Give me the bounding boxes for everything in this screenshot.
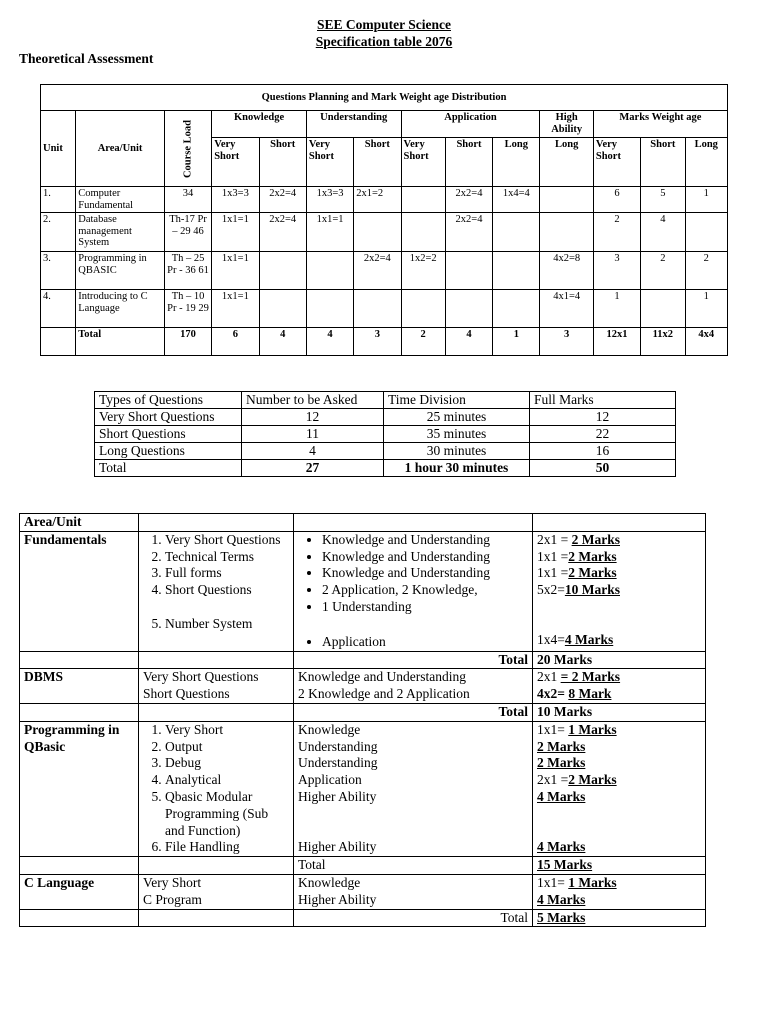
group-high-ability: High Ability xyxy=(540,111,593,138)
list-item: Understanding xyxy=(298,755,378,771)
mark-value: 2 Marks xyxy=(537,755,586,771)
mark-value: 4 Marks xyxy=(537,838,586,854)
cell: 22 xyxy=(530,426,676,443)
cell xyxy=(354,213,401,252)
list-item: 4. Short Questions xyxy=(165,582,289,599)
cell xyxy=(493,290,540,328)
cell: 3. xyxy=(41,252,76,290)
cell xyxy=(533,721,706,856)
cell xyxy=(641,290,685,328)
cell: 2x1=2 xyxy=(354,187,401,213)
cell: 4. xyxy=(41,290,76,328)
cell: 2. xyxy=(41,213,76,252)
cell xyxy=(294,531,533,651)
table-row xyxy=(41,290,728,328)
total-row xyxy=(41,328,728,356)
cell: 1x1=1 xyxy=(212,290,259,328)
list-item: • Knowledge and Understanding xyxy=(322,532,528,549)
cell: 2x2=4 xyxy=(354,252,401,290)
cell xyxy=(294,514,533,532)
cell: Very Short Questions xyxy=(95,409,242,426)
cell: 2x2=4 xyxy=(445,187,492,213)
sub-short: Short xyxy=(445,138,492,187)
total-value: 15 Marks xyxy=(533,857,706,875)
cell xyxy=(493,252,540,290)
cell xyxy=(306,290,353,328)
list-item: 2. Output xyxy=(165,739,289,756)
cell xyxy=(533,874,706,909)
table-row xyxy=(41,213,728,252)
header-cell: Types of Questions xyxy=(95,392,242,409)
total-row xyxy=(20,651,706,669)
cell xyxy=(401,187,445,213)
list-item: • Knowledge and Understanding xyxy=(322,565,528,582)
list-item: • 1 Understanding xyxy=(322,599,528,616)
cell xyxy=(294,669,533,704)
cell: 3 xyxy=(354,328,401,356)
cell xyxy=(139,703,294,721)
mark-value: 2 Marks xyxy=(568,548,617,564)
area-label: C Language xyxy=(20,874,139,909)
cell xyxy=(533,514,706,532)
sub-long: Long xyxy=(685,138,728,187)
cell xyxy=(445,252,492,290)
specification-table xyxy=(40,84,728,356)
table-row xyxy=(20,721,706,856)
cell xyxy=(20,703,139,721)
list-item: Knowledge and Understanding xyxy=(298,669,466,685)
group-knowledge: Knowledge xyxy=(212,111,307,138)
total-row xyxy=(95,460,676,477)
cell: 3 xyxy=(593,252,640,290)
sub-long: Long xyxy=(540,138,593,187)
cell: 1 xyxy=(685,187,728,213)
cell: 1x1=1 xyxy=(212,213,259,252)
cell: 27 xyxy=(242,460,384,477)
list-item: Very Short xyxy=(143,874,202,890)
cell: 11 xyxy=(242,426,384,443)
cell xyxy=(139,909,294,927)
cell: Th-17 Pr – 29 46 xyxy=(164,213,211,252)
total-row xyxy=(20,857,706,875)
sub-very-short: Very Short xyxy=(401,138,445,187)
cell: 2x2=4 xyxy=(259,187,306,213)
header-cell: Time Division xyxy=(384,392,530,409)
mark-value: 10 Marks xyxy=(564,582,620,598)
cell: Computer Fundamental xyxy=(76,187,165,213)
cell: 12 xyxy=(242,409,384,426)
doc-subtitle: Specification table 2076 xyxy=(315,34,453,49)
area-detail-table xyxy=(19,513,706,927)
mark-value: 4 Marks xyxy=(537,788,586,804)
cell xyxy=(139,721,294,856)
list-item: 1. Very Short Questions xyxy=(165,532,289,549)
header-cell: Full Marks xyxy=(530,392,676,409)
cell: 6 xyxy=(212,328,259,356)
cell: 1x2=2 xyxy=(401,252,445,290)
list-item: Short Questions xyxy=(143,686,230,702)
cell xyxy=(401,213,445,252)
cell xyxy=(139,669,294,704)
total-label: Total xyxy=(76,328,165,356)
cell: 16 xyxy=(530,443,676,460)
list-item: C Program xyxy=(143,891,202,907)
header-cell: Number to be Asked xyxy=(242,392,384,409)
cell: Short Questions xyxy=(95,426,242,443)
area-label: DBMS xyxy=(20,669,139,704)
list-item: Understanding xyxy=(298,738,378,754)
mark-value: 2 Marks xyxy=(568,772,617,788)
list-item: • Application xyxy=(322,634,528,651)
cell: 4 xyxy=(306,328,353,356)
mark-value: 2 Marks xyxy=(568,565,617,581)
cell xyxy=(139,531,294,651)
list-item: • 2 Application, 2 Knowledge, xyxy=(322,582,528,599)
question-summary-table xyxy=(94,391,676,477)
cell xyxy=(139,857,294,875)
cell: 30 minutes xyxy=(384,443,530,460)
total-value: 10 Marks xyxy=(533,703,706,721)
list-item: 5. Number System xyxy=(165,616,289,633)
cell: 1x4=4 xyxy=(493,187,540,213)
cell xyxy=(540,213,593,252)
cell: 11x2 xyxy=(641,328,685,356)
mark-formula: 2x1 = xyxy=(537,531,572,547)
table-row xyxy=(95,426,676,443)
total-label: Total xyxy=(294,703,533,721)
cell: 4x4 xyxy=(685,328,728,356)
list-item: 1. Very Short xyxy=(165,722,289,739)
total-value: 20 Marks xyxy=(533,651,706,669)
mark-formula: 1x4= xyxy=(537,631,565,647)
cell: 2x2=4 xyxy=(445,213,492,252)
list-item: 5. Qbasic Modular Programming (Sub and Function) xyxy=(165,789,289,839)
mark-value: 1 Marks xyxy=(568,721,617,737)
list-item: Knowledge xyxy=(298,874,361,890)
group-understanding: Understanding xyxy=(306,111,401,138)
list-item: 2. Technical Terms xyxy=(165,549,289,566)
mark-value: 2 Marks xyxy=(537,738,586,754)
cell: 4 xyxy=(445,328,492,356)
cell xyxy=(20,909,139,927)
sub-long: Long xyxy=(493,138,540,187)
list-item: 3. Full forms xyxy=(165,565,289,582)
sub-very-short: Very Short xyxy=(212,138,259,187)
cell xyxy=(259,290,306,328)
group-marks-weight: Marks Weight age xyxy=(593,111,727,138)
table-row xyxy=(20,874,706,909)
mark-formula: 5x2= xyxy=(537,582,565,598)
cell xyxy=(354,290,401,328)
group-application: Application xyxy=(401,111,540,138)
list-item: 4. Analytical xyxy=(165,772,289,789)
cell: 1 xyxy=(685,290,728,328)
cell: Long Questions xyxy=(95,443,242,460)
sub-short: Short xyxy=(354,138,401,187)
total-value: 5 Marks xyxy=(533,909,706,927)
cell xyxy=(445,290,492,328)
cell: Programming in QBASIC xyxy=(76,252,165,290)
list-item: Higher Ability xyxy=(298,838,377,854)
total-row xyxy=(20,909,706,927)
cell: 3 xyxy=(540,328,593,356)
cell xyxy=(533,669,706,704)
list-item: Higher Ability xyxy=(298,891,377,907)
cell xyxy=(685,213,728,252)
area-label: Programming in QBasic xyxy=(20,721,139,856)
cell: 4 xyxy=(259,328,306,356)
cell xyxy=(139,874,294,909)
cell: 1. xyxy=(41,187,76,213)
cell: 35 minutes xyxy=(384,426,530,443)
cell: 1 xyxy=(493,328,540,356)
col-course-load: Course Load xyxy=(164,111,211,187)
cell: Introducing to C Language xyxy=(76,290,165,328)
section-heading: Theoretical Assessment xyxy=(19,51,154,66)
list-item: • Knowledge and Understanding xyxy=(322,549,528,566)
area-label: Fundamentals xyxy=(20,531,139,651)
list-item: 3. Debug xyxy=(165,755,289,772)
cell: 4x2=8 xyxy=(540,252,593,290)
total-label: Total xyxy=(294,909,533,927)
cell: 2 xyxy=(593,213,640,252)
cell: 1x3=3 xyxy=(212,187,259,213)
cell xyxy=(540,187,593,213)
sub-short: Short xyxy=(259,138,306,187)
cell xyxy=(294,721,533,856)
cell: 50 xyxy=(530,460,676,477)
cell xyxy=(20,651,139,669)
mark-value: 4 Marks xyxy=(537,891,586,907)
cell: Total xyxy=(95,460,242,477)
cell xyxy=(20,857,139,875)
cell xyxy=(306,252,353,290)
cell: 2x2=4 xyxy=(259,213,306,252)
cell: 1x3=3 xyxy=(306,187,353,213)
table-row xyxy=(95,443,676,460)
cell: Th – 10 Pr - 19 29 xyxy=(164,290,211,328)
cell: 1x1=1 xyxy=(212,252,259,290)
cell: 5 xyxy=(641,187,685,213)
mark-formula: 4x2= xyxy=(537,686,569,702)
sub-short: Short xyxy=(641,138,685,187)
total-label: Total xyxy=(294,651,533,669)
mark-value: 8 Mark xyxy=(568,686,612,702)
total-row xyxy=(20,703,706,721)
cell xyxy=(139,514,294,532)
cell xyxy=(533,531,706,651)
mark-formula: 1x1= xyxy=(537,721,569,737)
mark-formula: 1x1 = xyxy=(537,548,569,564)
list-item: Higher Ability xyxy=(298,788,377,804)
table-row xyxy=(20,669,706,704)
cell: 2 xyxy=(685,252,728,290)
mark-formula: 1x1= xyxy=(537,874,569,890)
cell: 2 xyxy=(401,328,445,356)
cell: 4 xyxy=(242,443,384,460)
table-row xyxy=(20,531,706,651)
table-caption: Questions Planning and Mark Weight age Distribution xyxy=(41,85,728,111)
cell xyxy=(401,290,445,328)
cell: 2 xyxy=(641,252,685,290)
cell: 170 xyxy=(164,328,211,356)
cell: 1 xyxy=(593,290,640,328)
cell: 4 xyxy=(641,213,685,252)
sub-very-short: Very Short xyxy=(306,138,353,187)
table-row xyxy=(41,252,728,290)
mark-value: 4 Marks xyxy=(564,631,614,647)
col-area: Area/Unit xyxy=(76,111,165,187)
table-row xyxy=(41,187,728,213)
cell: 34 xyxy=(164,187,211,213)
mark-formula: 2x1 = xyxy=(537,772,569,788)
cell: 25 minutes xyxy=(384,409,530,426)
cell xyxy=(259,252,306,290)
list-item: Knowledge xyxy=(298,721,361,737)
cell: Th – 25 Pr - 36 61 xyxy=(164,252,211,290)
cell: 6 xyxy=(593,187,640,213)
mark-value: 2 Marks xyxy=(571,531,620,547)
header-cell: Area/Unit xyxy=(20,514,139,532)
cell xyxy=(41,328,76,356)
cell xyxy=(139,651,294,669)
col-unit: Unit xyxy=(41,111,76,187)
cell xyxy=(493,213,540,252)
cell: Database management System xyxy=(76,213,165,252)
total-label: Total xyxy=(294,857,533,875)
mark-value: = 2 Marks xyxy=(560,669,621,685)
table-row xyxy=(95,409,676,426)
cell: 12 xyxy=(530,409,676,426)
mark-formula: 2x1 xyxy=(537,669,561,685)
list-item: 2 Knowledge and 2 Application xyxy=(298,686,470,702)
cell xyxy=(294,874,533,909)
cell: 1 hour 30 minutes xyxy=(384,460,530,477)
cell: 1x1=1 xyxy=(306,213,353,252)
mark-value: 1 Marks xyxy=(568,874,617,890)
list-item: 6. File Handling xyxy=(165,839,289,856)
list-item: Application xyxy=(298,772,362,788)
mark-formula: 1x1 = xyxy=(537,565,569,581)
sub-very-short: Very Short xyxy=(593,138,640,187)
cell: 12x1 xyxy=(593,328,640,356)
doc-title: SEE Computer Science xyxy=(317,17,451,32)
list-item: Very Short Questions xyxy=(143,669,259,685)
cell: 4x1=4 xyxy=(540,290,593,328)
